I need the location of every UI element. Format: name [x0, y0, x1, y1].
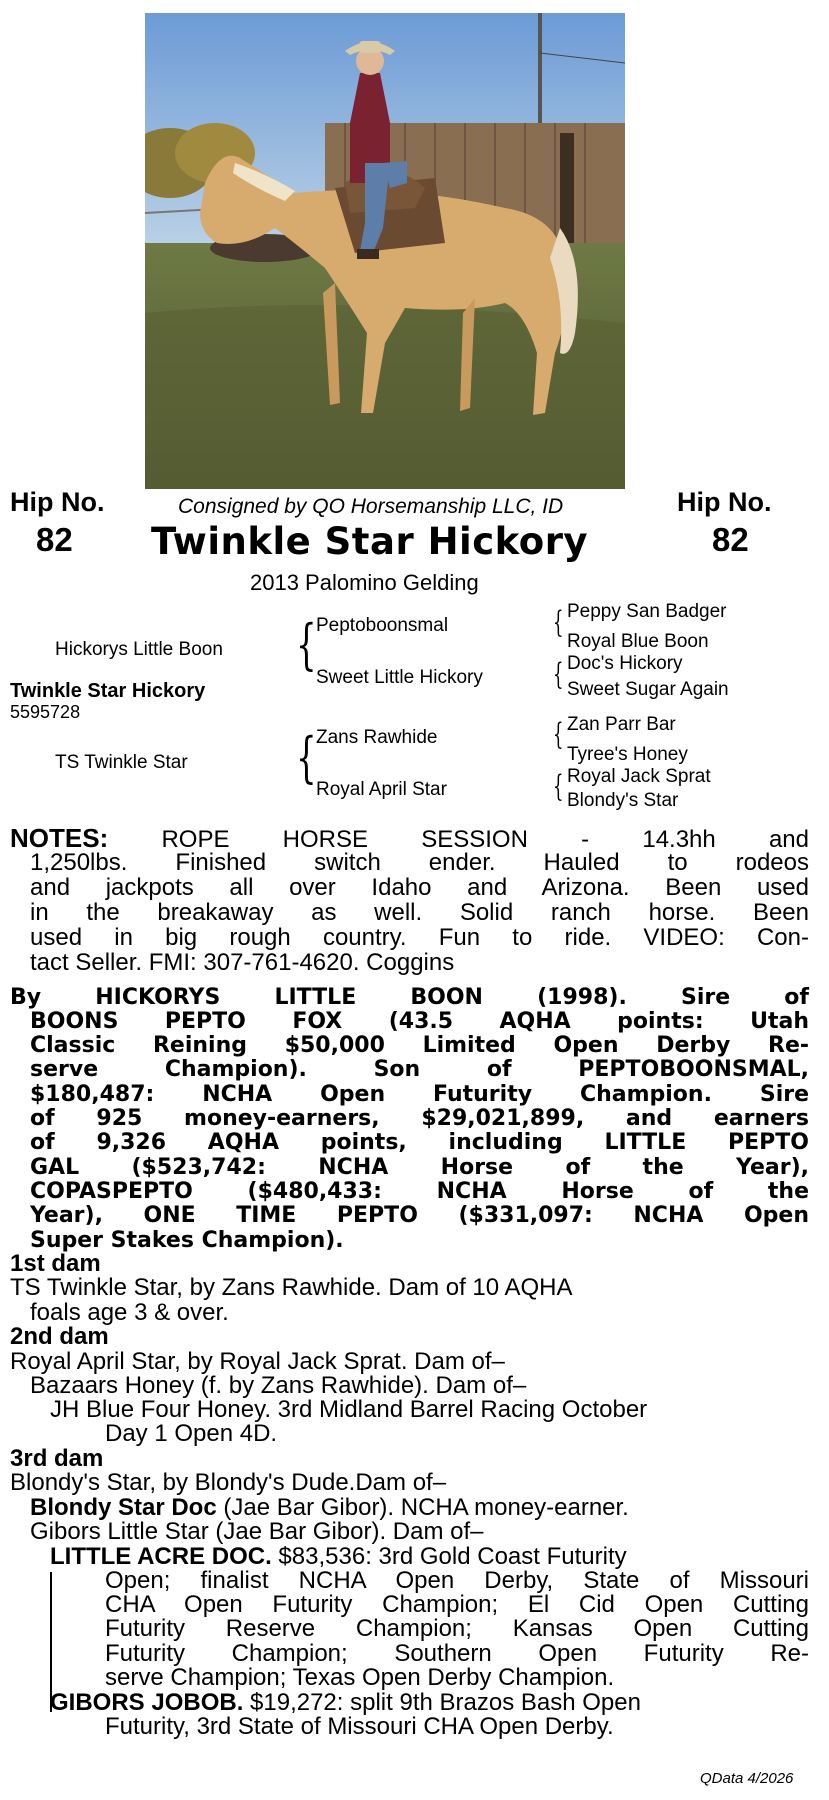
- ds-dam: Tyree's Honey: [567, 744, 688, 765]
- dam-dam: Royal April Star: [316, 779, 447, 800]
- sire: Hickorys Little Boon: [55, 639, 223, 660]
- grandproduce: [50, 1691, 641, 1715]
- sire-line: of 925 money-earners, $29,021,899, and earners: [30, 1106, 809, 1131]
- sire-line: Super Stakes Champion).: [30, 1228, 344, 1253]
- record-line: Futurity, 3rd State of Missouri CHA Open Derby.: [105, 1713, 614, 1740]
- subject-horse: Twinkle Star Hickory: [10, 680, 206, 702]
- brace-ds: {: [553, 717, 564, 752]
- dam: TS Twinkle Star: [55, 752, 188, 773]
- notes-line: used in big rough country. Fun to ride. VIDEO: Con-: [30, 924, 809, 951]
- sire-line: COPASPEPTO ($480,433: NCHA Horse of the: [30, 1179, 809, 1204]
- ss-sire: Peppy San Badger: [567, 601, 727, 622]
- brace-ss: {: [553, 605, 564, 640]
- brace-sire: {: [296, 613, 317, 676]
- sire-sire: Peptoboonsmal: [316, 615, 449, 636]
- brace-dam: {: [296, 726, 317, 789]
- record-line: Futurity Reserve Champion; Kansas Open Cutting: [105, 1615, 809, 1642]
- sire-line: Classic Reining $50,000 Limited Open Derby Re-: [30, 1033, 809, 1058]
- second-dam-line: Royal April Star, by Royal Jack Sprat. Dam of–: [10, 1348, 505, 1375]
- notes-label: NOTES:: [10, 823, 109, 853]
- brace-dd: {: [553, 769, 564, 804]
- record-line: Futurity Champion; Southern Open Futurity Re-: [105, 1640, 809, 1667]
- hip-label-right: Hip No.: [677, 487, 772, 517]
- horse-name-title: Twinkle Star Hickory: [151, 520, 589, 563]
- first-dam-heading: 1st dam: [10, 1250, 101, 1277]
- hip-label-left: Hip No.: [10, 487, 105, 517]
- footer-stamp: QData 4/2026: [700, 1770, 794, 1787]
- sire-line: serve Champion). Son of PEPTOBOONSMAL,: [30, 1057, 809, 1082]
- notes-line: in the breakaway as well. Solid ranch horse. Been: [30, 899, 809, 926]
- grandproduce: [50, 1545, 627, 1569]
- notes-line: and jackpots all over Idaho and Arizona. Been used: [30, 874, 809, 901]
- record-line: Open; finalist NCHA Open Derby, State of Missouri: [105, 1567, 809, 1594]
- horse-photo: [145, 13, 625, 489]
- notes-line: ROPE HORSE SESSION - 14.3hh and: [161, 826, 810, 853]
- birth-color-sex: 2013 Palomino Gelding: [250, 570, 479, 595]
- record-line: CHA Open Futurity Champion; El Cid Open Cutting: [105, 1591, 809, 1618]
- sire-line: BOONS PEPTO FOX (43.5 AQHA points: Utah: [30, 1009, 809, 1034]
- notes-line: tact Seller. FMI: 307-761-4620. Coggins: [30, 949, 455, 976]
- third-dam-heading: 3rd dam: [10, 1445, 104, 1472]
- third-dam-produce: Gibors Little Star (Jae Bar Gibor). Dam of–: [30, 1518, 484, 1545]
- produce-name: LITTLE ACRE DOC.: [50, 1543, 272, 1570]
- second-dam-line: JH Blue Four Honey. 3rd Midland Barrel Racing October: [50, 1396, 648, 1423]
- first-dam-line: foals age 3 & over.: [30, 1299, 229, 1326]
- ds-sire: Zan Parr Bar: [567, 714, 676, 735]
- sire-line: By HICKORYS LITTLE BOON (1998). Sire of: [10, 985, 809, 1010]
- ss-dam: Royal Blue Boon: [567, 631, 709, 652]
- third-dam-produce: [30, 1496, 629, 1520]
- sire-dam: Sweet Little Hickory: [316, 667, 483, 688]
- second-dam-line: Day 1 Open 4D.: [105, 1420, 278, 1447]
- dd-dam: Blondy's Star: [567, 790, 679, 811]
- produce-name: Blondy Star Doc: [30, 1494, 217, 1521]
- third-dam-line: Blondy's Star, by Blondy's Dude.Dam of–: [10, 1469, 447, 1496]
- produce-name: GIBORS JOBOB.: [50, 1689, 244, 1716]
- record-line: serve Champion; Texas Open Derby Champion.: [105, 1664, 615, 1691]
- dd-sire: Royal Jack Sprat: [567, 766, 711, 787]
- produce-record: $19,272: split 9th Brazos Bash Open: [243, 1689, 641, 1716]
- consignor: Consigned by QO Horsemanship LLC, ID: [178, 495, 564, 518]
- second-dam-line: Bazaars Honey (f. by Zans Rawhide). Dam of–: [30, 1372, 527, 1399]
- first-dam-line: TS Twinkle Star, by Zans Rawhide. Dam of 10 AQHA: [10, 1274, 573, 1301]
- registration-number: 5595728: [10, 702, 81, 722]
- sire-line: Year), ONE TIME PEPTO ($331,097: NCHA Open: [30, 1203, 809, 1228]
- hip-number-left: 82: [36, 521, 73, 558]
- produce-record: $83,536: 3rd Gold Coast Futurity: [271, 1543, 627, 1570]
- sd-sire: Doc's Hickory: [567, 653, 683, 674]
- hip-number-right: 82: [712, 521, 749, 558]
- second-dam-heading: 2nd dam: [10, 1323, 109, 1350]
- sire-line: $180,487: NCHA Open Futurity Champion. Sire: [30, 1082, 809, 1107]
- produce-record: (Jae Bar Gibor). NCHA money-earner.: [216, 1494, 629, 1521]
- sd-dam: Sweet Sugar Again: [567, 679, 729, 700]
- notes-line: 1,250lbs. Finished switch ender. Hauled to rodeos: [30, 849, 809, 876]
- brace-sd: {: [553, 657, 564, 692]
- sire-line: of 9,326 AQHA points, including LITTLE PEPTO: [30, 1130, 809, 1155]
- sire-line: GAL ($523,742: NCHA Horse of the Year),: [30, 1155, 809, 1180]
- dam-sire: Zans Rawhide: [316, 727, 438, 748]
